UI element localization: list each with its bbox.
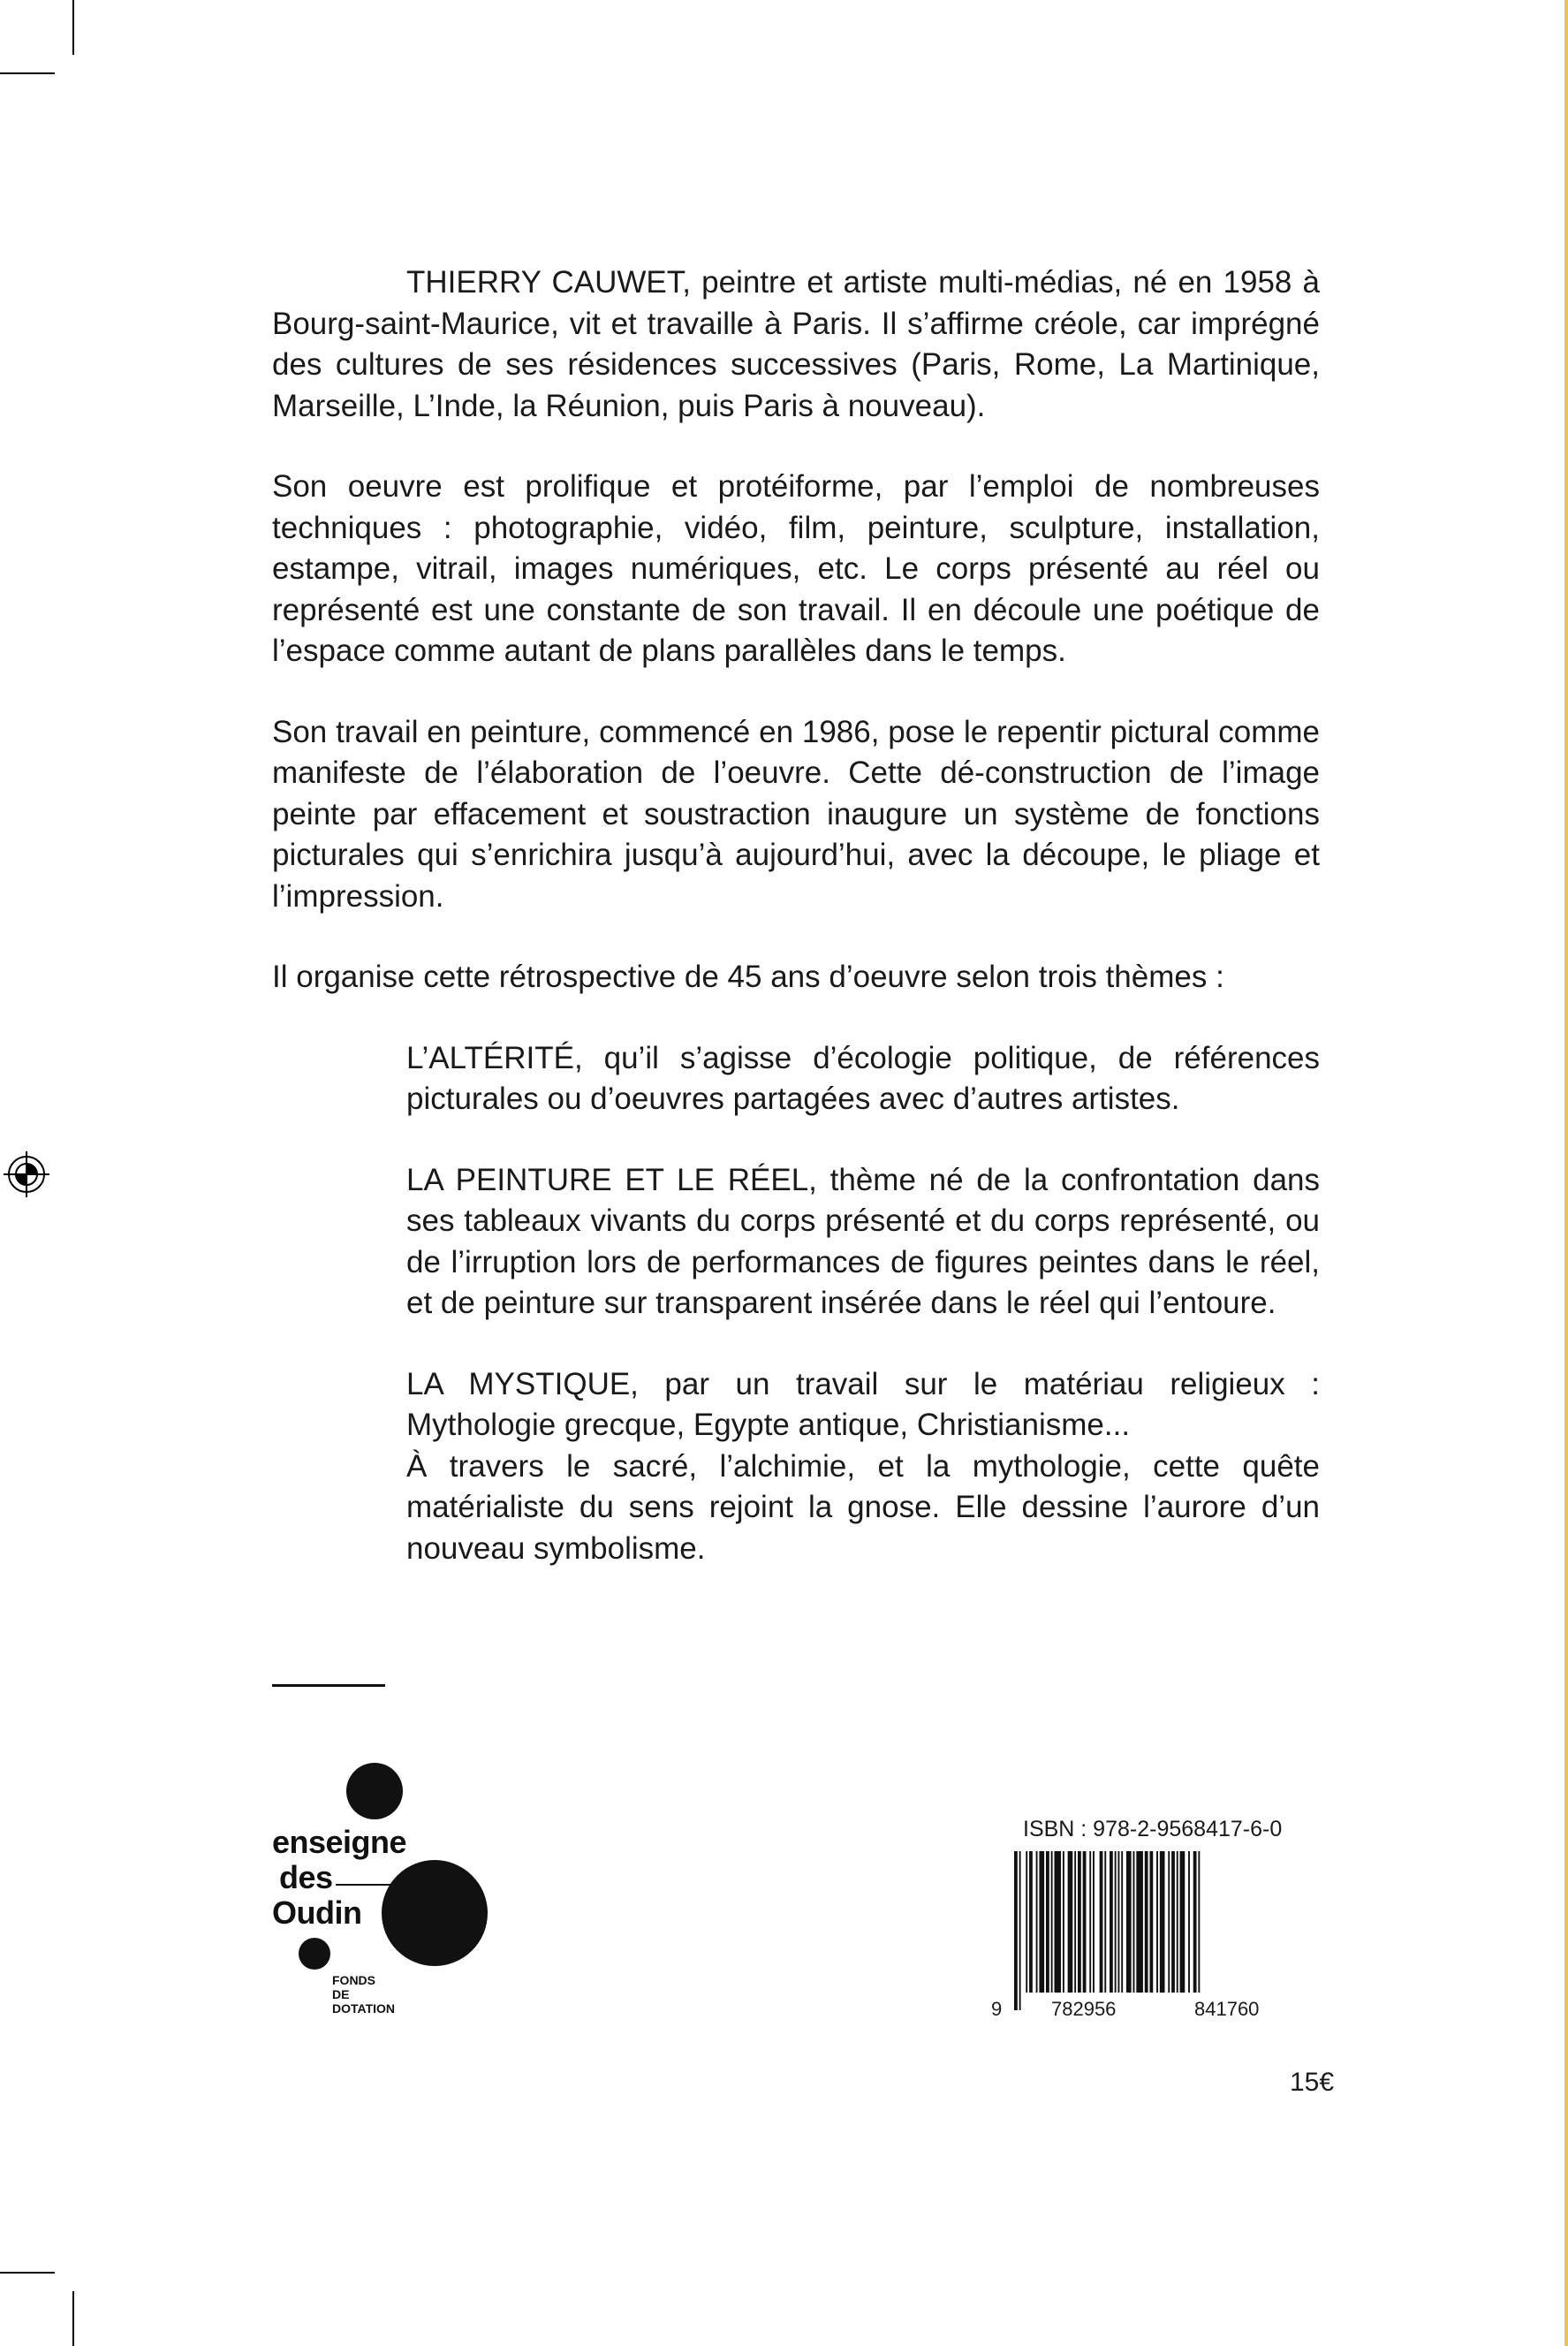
barcode-bar xyxy=(1168,1851,1170,1993)
barcode-bar xyxy=(1078,1851,1081,1993)
back-cover-text xyxy=(272,262,1320,1609)
isbn-label: ISBN : 978-2-9568417-6-0 xyxy=(1023,1817,1283,1841)
barcode-bar xyxy=(1026,1851,1027,1993)
publisher-logo xyxy=(265,1763,504,2028)
barcode-bar xyxy=(1110,1851,1113,1993)
barcode-bar xyxy=(1133,1851,1135,1993)
price: 15€ xyxy=(1290,2068,1335,2097)
barcode-bar xyxy=(1126,1851,1132,1993)
barcode-bar xyxy=(1029,1851,1033,1993)
barcode-bar xyxy=(1019,1851,1021,2010)
barcode-bar xyxy=(1156,1851,1158,1993)
crop-mark-bottom-vertical xyxy=(72,2291,74,2346)
barcode-bar xyxy=(1136,1851,1143,1993)
registration-mark-icon xyxy=(4,1151,49,1197)
logo-dot-large xyxy=(382,1860,488,1966)
barcode-bar xyxy=(1068,1851,1073,1993)
paragraph-biography: THIERRY CAUWET, peintre et artiste multi-médias, né en 1958 à Bourg-saint-Maurice, vit et travaille à Paris. Il s’affirme créole, car imprégné des cultures de ses résidences successives (Paris, Rome, La Martinique, Marseille, L’Inde, la Réunion, puis Paris à nouveau). xyxy=(272,265,1320,423)
theme-mystique-continued: À travers le sacré, l’alchimie, et la mythologie, cette quête matérialiste du sens rejoint la gnose. Elle dessine l’aurore d’un nouveau symbolisme. xyxy=(406,1448,1320,1566)
barcode-bar xyxy=(1121,1851,1123,1993)
theme-alterite: L’ALTÉRITÉ, qu’il s’agisse d’écologie politique, de références picturales ou d’oeuvres partagées avec d’autres artistes. xyxy=(406,1040,1320,1116)
barcode-bar xyxy=(1188,1851,1190,1993)
barcode-bar xyxy=(1100,1851,1103,1993)
crop-mark-top-horizontal xyxy=(0,72,55,74)
logo-dot-top xyxy=(346,1763,403,1819)
barcode-bar xyxy=(1198,1851,1200,1993)
barcode-bar xyxy=(1039,1851,1044,1993)
barcode-bar xyxy=(1149,1851,1153,1993)
barcode-bar xyxy=(1117,1851,1119,1993)
paragraph-oeuvre: Son oeuvre est prolifique et protéiforme, par l’emploi de nombreuses techniques : photographie, vidéo, film, peinture, sculpture, installation, estampe, vitrail, images numériques, etc. Le corps présenté au réel ou représenté est une constante de son travail. Il en découle une poétique de l’espace comme autant de plans parallèles dans le temps. xyxy=(272,469,1320,668)
barcode-bar xyxy=(1171,1851,1175,1993)
paragraph-peinture: Son travail en peinture, commencé en 1986, pose le repentir pictural comme manifeste de l’élaboration de l’oeuvre. Cette dé-construction de l’image peinte par effacement et soustraction inaugure un système de fonctions picturales qui s’enrichira jusqu’à aujourd’hui, avec la découpe, le pliage et l’impression. xyxy=(272,714,1320,914)
barcode-bar xyxy=(1145,1851,1148,1993)
logo-dash xyxy=(336,1884,390,1886)
barcode-bar xyxy=(1014,1851,1018,2010)
crop-mark-top-vertical xyxy=(72,0,74,55)
barcode-bar xyxy=(1177,1851,1178,1993)
theme-peinture-reel: LA PEINTURE ET LE RÉEL, thème né de la confrontation dans ses tableaux vivants du corps présenté et du corps représenté, ou de l’irruption lors de performances de figures peintes dans le réel, et de peinture sur transparent insérée dans le réel qui l’entoure. xyxy=(406,1162,1320,1320)
theme-mystique: LA MYSTIQUE, par un travail sur le matériau religieux : Mythologie grecque, Egypte antique, Christianisme... xyxy=(406,1366,1320,1442)
logo-subtitle: FONDS DE DOTATION xyxy=(332,1973,396,2016)
logo-text-enseigne: enseigne xyxy=(272,1824,407,1860)
barcode-bar xyxy=(1104,1851,1106,1993)
barcode-bar xyxy=(1046,1851,1049,1993)
barcode-bar xyxy=(1074,1851,1076,1993)
barcode-bar xyxy=(1115,1851,1117,1993)
logo-text-des: des xyxy=(279,1859,333,1895)
barcode-bar xyxy=(1160,1851,1165,1993)
barcode-digit-first: 9 xyxy=(991,1998,1003,2020)
barcode-digits-left: 782956 xyxy=(1051,1998,1117,2020)
paragraph-retrospective: Il organise cette rétrospective de 45 ans d’oeuvre selon trois thèmes : xyxy=(272,960,1224,994)
barcode-bar xyxy=(1193,1851,1197,1993)
barcode-bar xyxy=(1036,1851,1038,1993)
crop-mark-bottom-horizontal xyxy=(0,2272,55,2274)
barcode-bar xyxy=(1063,1851,1064,1993)
logo-text-oudin: Oudin xyxy=(272,1894,362,1931)
barcode-bar xyxy=(1180,1851,1185,1993)
barcode xyxy=(1014,1851,1332,2010)
barcode-bar xyxy=(1093,1851,1095,1993)
barcode-bar xyxy=(1051,1851,1053,1993)
separator-rule xyxy=(272,1684,385,1687)
barcode-bar xyxy=(1083,1851,1087,1993)
barcode-bar xyxy=(1054,1851,1061,1993)
barcode-bar xyxy=(1089,1851,1091,1993)
barcode-digits-right: 841760 xyxy=(1194,1998,1260,2020)
cover-spine-edge xyxy=(1564,0,1568,2346)
logo-dot-small xyxy=(299,1938,330,1970)
